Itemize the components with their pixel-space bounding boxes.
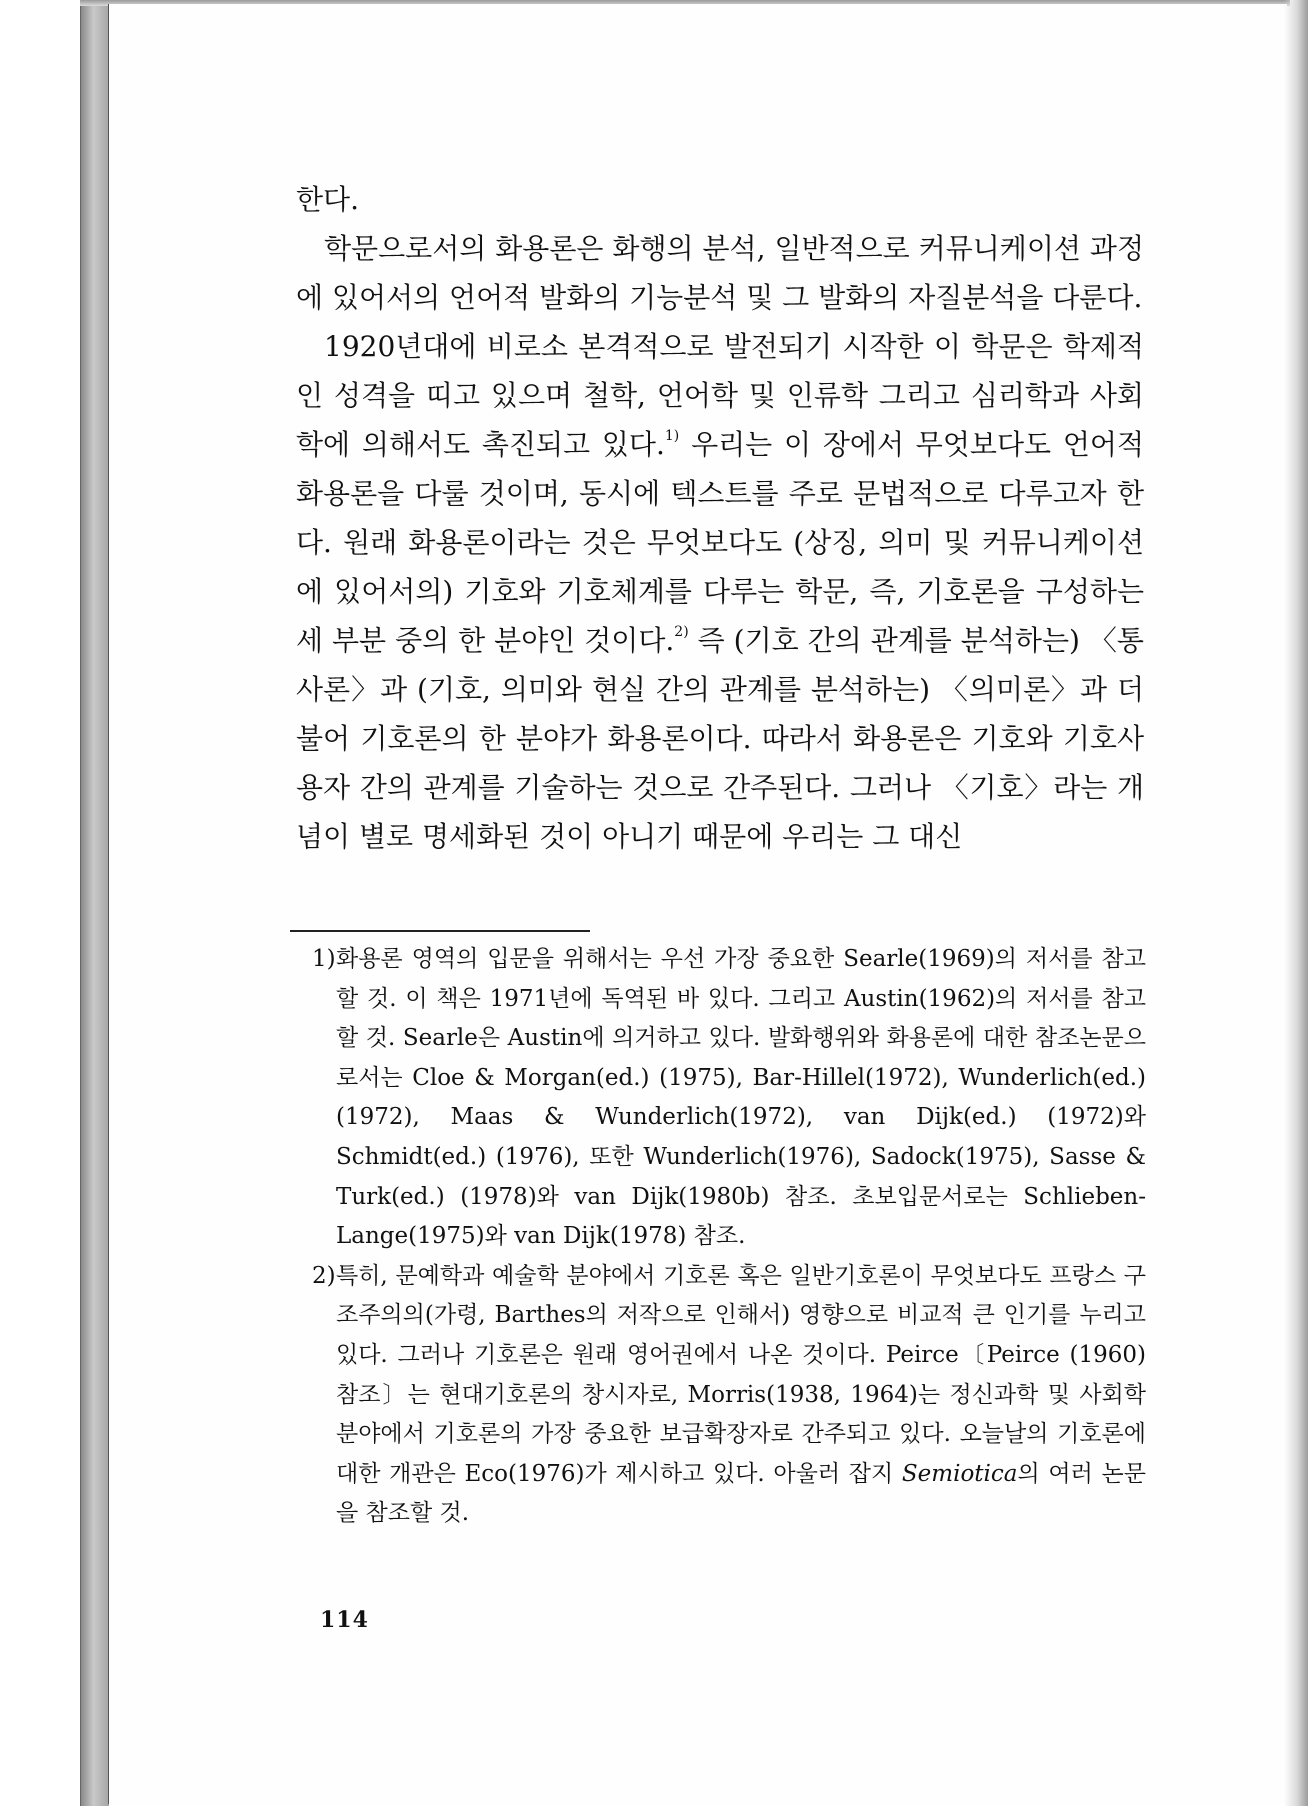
paragraph-3-part-1: 1920년대에 비로소 본격적으로 발전되기 시작한 이 학문은 학제적인 성격을 띠고 있으며 철학, 언어학 및 인류학 그리고 심리학과 사회학에 의해서도 촉진되고 있다. bbox=[296, 330, 1144, 461]
body-text bbox=[296, 175, 1144, 861]
footnote-2-text-before: 특히, 문예학과 예술학 분야에서 기호론 혹은 일반기호론이 무엇보다도 프랑스 구조주의의(가령, Barthes의 저작으로 인해서) 영향으로 비교적 큰 인기를 누리고 있다. 그러나 기호론은 원래 영어권에서 나온 것이다. Peirce〔Peirce (1960) 참조〕는 현대기호론의 창시자로, Morris(1938, 1964)는 정신과학 및 사회학 분야에서 기호론의 가장 중요한 보급확장자로 간주되고 있다. 오늘날의 기호론에 대한 개관은 Eco(1976)가 제시하고 있다. 아울러 잡지 bbox=[336, 1262, 1146, 1487]
footnote-2-number: 2) bbox=[312, 1262, 336, 1289]
footnotes bbox=[312, 940, 1146, 1534]
footnote-2-text-after: 의 여러 논문을 참조할 것. bbox=[336, 1460, 1146, 1527]
footnote-1-text: 화용론 영역의 입문을 위해서는 우선 가장 중요한 Searle(1969)의 저서를 참고할 것. 이 책은 1971년에 독역된 바 있다. 그리고 Austin(1962)의 저서를 참고할 것. Searle은 Austin에 의거하고 있다. 발화행위와 화용론에 대한 참조논문으로서는 Cloe & Morgan(ed.) (1975), Bar-Hillel(1972), Wunderlich(ed.) (1972), Maas & Wunderlich(1972), van Dijk(ed.) (1972)와 Schmidt(ed.) (1976), 또한 Wunderlich(1976), Sadock(1975), Sasse & Turk(ed.) (1978)와 van Dijk(1980b) 참조. 초보입문서로는 Schlieben-Lange(1975)와 van Dijk(1978) 참조. bbox=[336, 946, 1146, 1250]
page-number: 114 bbox=[320, 1607, 369, 1633]
footnote-2 bbox=[312, 1257, 1146, 1534]
paragraph-3-part-2: 우리는 이 장에서 무엇보다도 언어적 화용론을 다룰 것이며, 동시에 텍스트를 주로 문법적으로 다루고자 한다. 원래 화용론이라는 것은 무엇보다도 (상징, 의미 및 커뮤니케이션에 있어서의) 기호와 기호체계를 다루는 학문, 즉, 기호론을 구성하는 세 부분 중의 한 분야인 것이다. bbox=[296, 428, 1144, 657]
footnote-1-number: 1) bbox=[312, 946, 336, 972]
footnote-2-journal-title: Semiotica bbox=[901, 1460, 1018, 1487]
book-spine-edge bbox=[80, 0, 109, 1806]
footnote-separator bbox=[290, 930, 590, 932]
footnote-ref-2: 2) bbox=[674, 624, 689, 640]
paragraph-3 bbox=[296, 322, 1144, 861]
paragraph-2: 학문으로서의 화용론은 화행의 분석, 일반적으로 커뮤니케이션 과정에 있어서의 언어적 발화의 기능분석 및 그 발화의 자질분석을 다룬다. bbox=[296, 232, 1144, 314]
footnote-1 bbox=[312, 940, 1146, 1257]
paragraph-1: 한다. bbox=[296, 183, 359, 216]
footnote-ref-1: 1) bbox=[664, 428, 680, 444]
page-edge-shadow bbox=[1284, 0, 1308, 1806]
paragraph-3-part-3: 즉 (기호 간의 관계를 분석하는) 〈통사론〉과 (기호, 의미와 현실 간의 관계를 분석하는) 〈의미론〉과 더불어 기호론의 한 분야가 화용론이다. 따라서 화용론은 기호와 기호사용자 간의 관계를 기술하는 것으로 간주된다. 그러나 〈기호〉라는 개념이 별로 명세화된 것이 아니기 때문에 우리는 그 대신 bbox=[296, 624, 1144, 853]
